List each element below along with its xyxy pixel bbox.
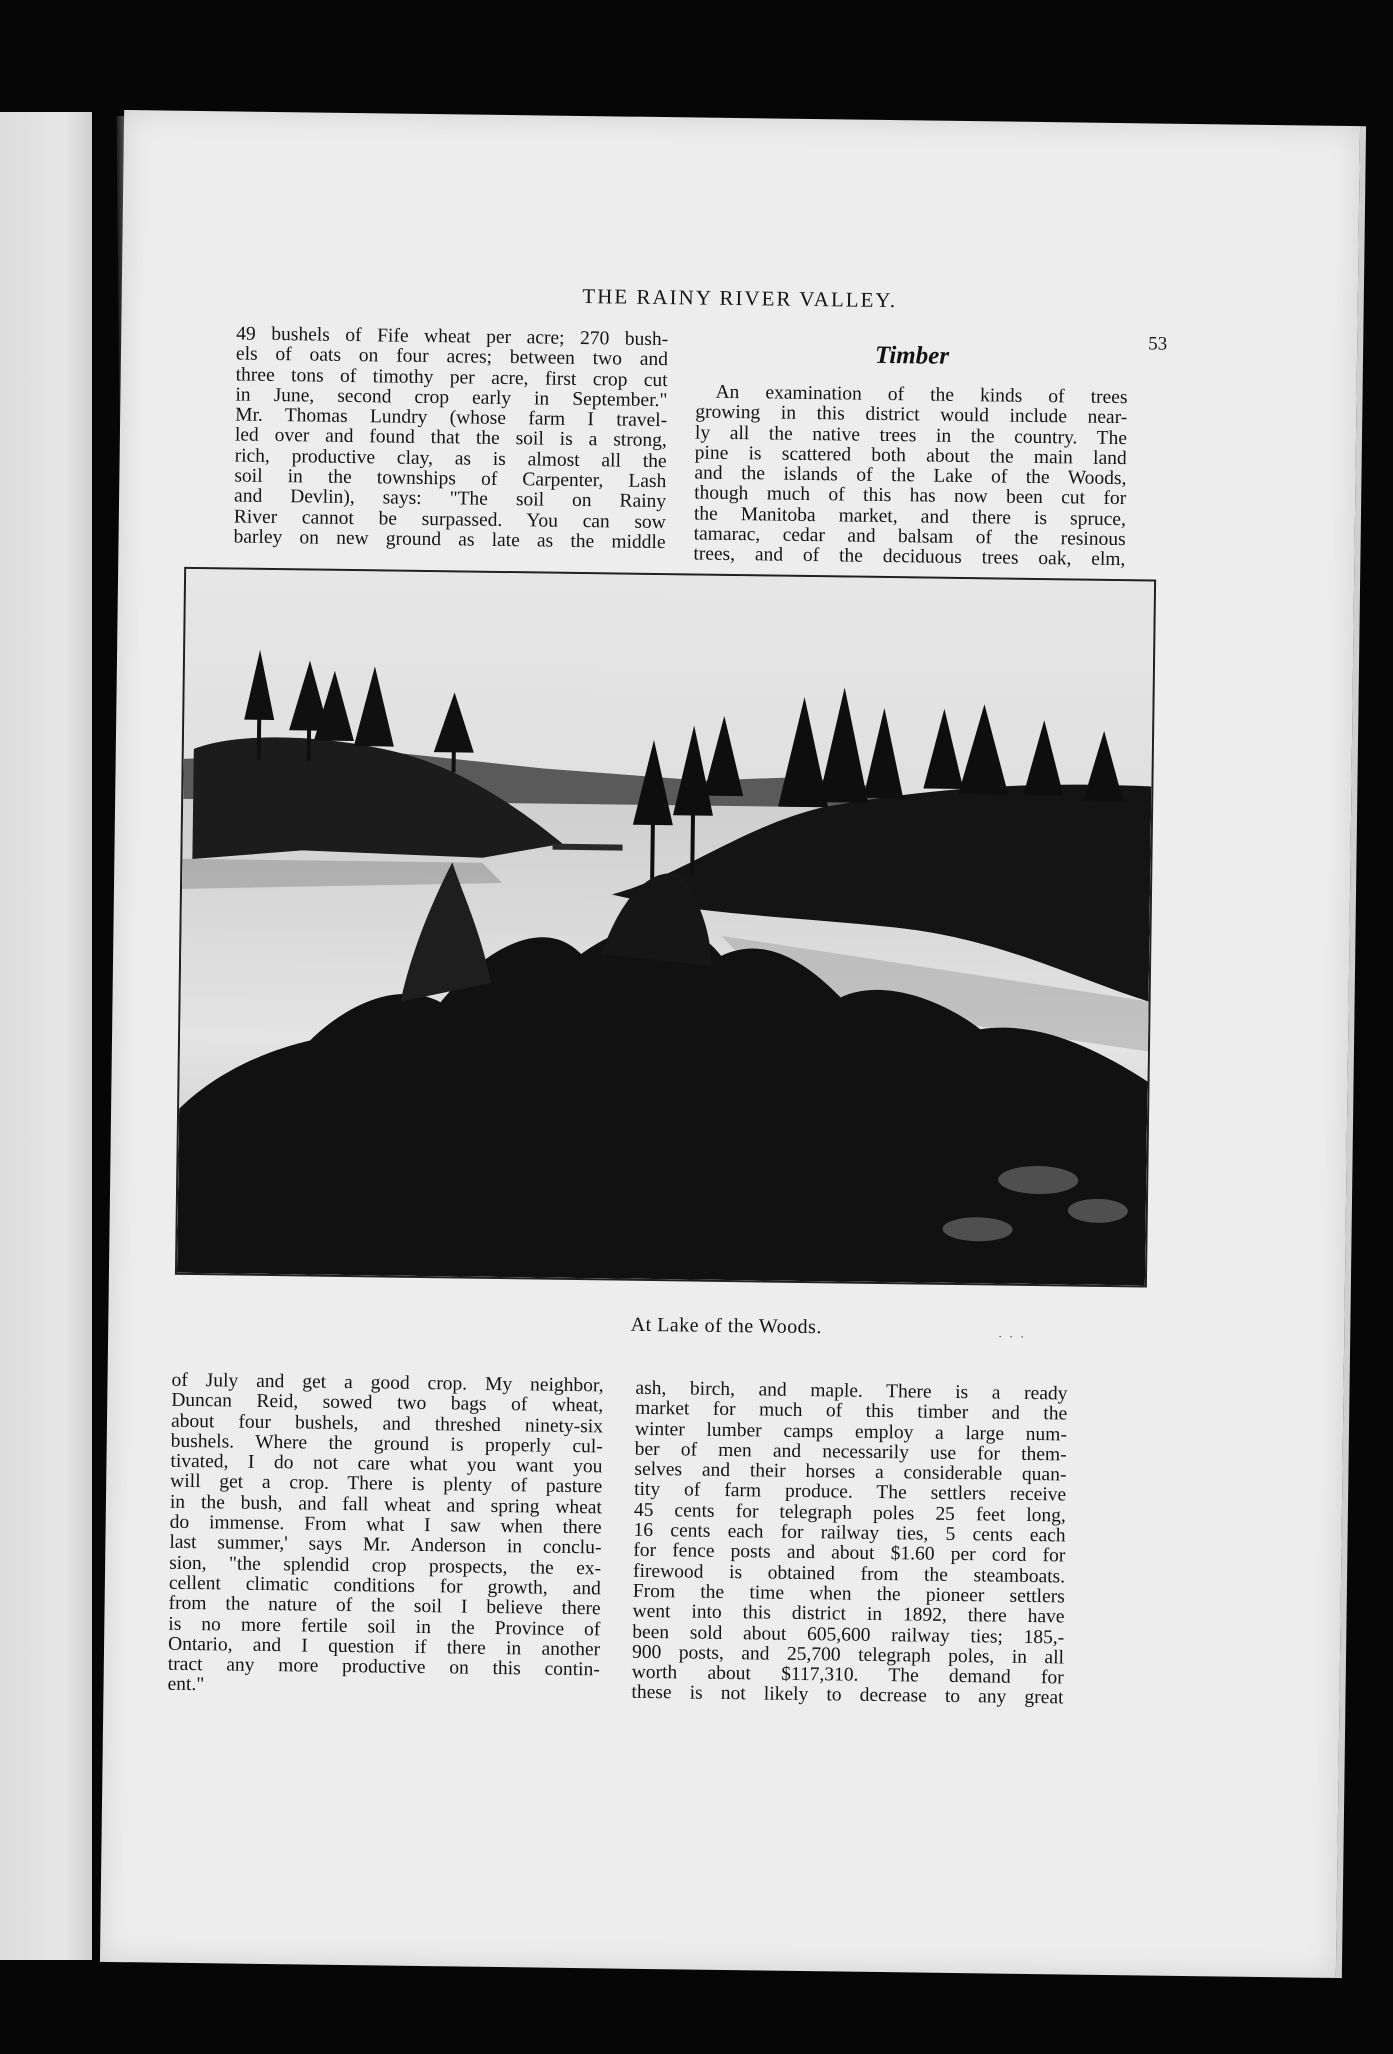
text-line: 45 cents for telegraph poles 25 feet long, xyxy=(633,1499,1066,1527)
text-line: these is not likely to decrease to any great xyxy=(631,1682,1064,1709)
running-title: THE RAINY RIVER VALLEY. xyxy=(582,284,898,313)
text-line: selves and their horses a considerable quan- xyxy=(634,1458,1067,1486)
text-line: and the islands of the Lake of the Woods, xyxy=(694,462,1127,490)
text-line: soil in the townships of Carpenter, Lash xyxy=(234,465,667,493)
text-line: three tons of timothy per acre, first crop cut xyxy=(235,364,668,391)
print-speck-decoration: · · · xyxy=(998,1329,1027,1344)
text-line: though much of this has now been cut for xyxy=(694,482,1127,510)
text-line: for fence posts and about $1.60 per cord for xyxy=(633,1540,1066,1567)
text-line: growing in this district would include near- xyxy=(695,401,1128,429)
text-line: and Devlin), says: "The soil on Rainy xyxy=(233,485,667,513)
book-page xyxy=(100,110,1360,1978)
page-number: 53 xyxy=(1148,333,1168,355)
text-line: tamarac, cedar and balsam of the resinous xyxy=(693,523,1126,551)
text-line: led over and found that the soil is a strong, xyxy=(234,424,668,452)
facing-page-edge xyxy=(0,112,92,1960)
text-line: in the bush, and fall wheat and spring wheat xyxy=(169,1491,603,1519)
text-line: market for much of this timber and the xyxy=(635,1398,1068,1425)
text-line: ly all the native trees in the country. The xyxy=(694,422,1128,449)
text-line: firewood is obtained from the steamboats. xyxy=(632,1560,1066,1588)
text-line: of July and get a good crop. My neighbor, xyxy=(171,1369,604,1397)
text-line: Ontario, and I question if there in another xyxy=(167,1633,601,1661)
text-line: barley on new ground as late as the middle xyxy=(233,526,666,554)
text-line: last summer,' says Mr. Anderson in conclu- xyxy=(169,1532,602,1559)
text-line: from the nature of the soil I believe there xyxy=(168,1592,601,1620)
text-line: winter lumber camps employ a large num- xyxy=(634,1418,1068,1446)
text-line: the Manitoba market, and there is spruce, xyxy=(693,503,1127,530)
text-line: been sold about 605,600 railway ties; 185,- xyxy=(632,1621,1065,1648)
text-line: in June, second crop early in September." xyxy=(235,384,668,412)
text-line: tract any more productive on this contin- xyxy=(167,1653,600,1681)
text-line: pine is scattered both about the main land xyxy=(694,442,1127,470)
text-line: tity of farm produce. The settlers receive xyxy=(634,1479,1067,1506)
text-line: bushels. Where the ground is properly cul- xyxy=(170,1430,603,1458)
text-line: cellent climatic conditions for growth, and xyxy=(168,1572,601,1600)
text-line: 16 cents each for railway ties, 5 cents each xyxy=(633,1519,1066,1547)
text-line: 49 bushels of Fife wheat per acre; 270 bush- xyxy=(236,323,669,351)
text-line: Duncan Reid, sowed two bags of wheat, xyxy=(171,1390,604,1417)
text-line: tivated, I do not care what you want you xyxy=(170,1450,603,1478)
text-line: do immense. From what I saw when there xyxy=(169,1511,602,1539)
text-line: trees, and of the deciduous trees oak, elm, xyxy=(693,543,1126,571)
text-line: will get a crop. There is plenty of pasture xyxy=(170,1471,603,1498)
text-line: From the time when the pioneer settlers xyxy=(632,1580,1065,1608)
column-top-right xyxy=(693,382,1127,570)
text-line: about four bushels, and threshed ninety-six xyxy=(170,1410,604,1437)
text-line: went into this district in 1892, there have xyxy=(632,1601,1065,1628)
column-top-left xyxy=(233,324,668,553)
text-line: is no more fertile soil in the Province of xyxy=(168,1613,601,1640)
text-line: An examination of the kinds of trees xyxy=(715,381,1128,409)
text-line: 900 posts, and 25,700 telegraph poles, in all xyxy=(631,1641,1065,1669)
column-bottom-left xyxy=(167,1371,603,1701)
section-heading-timber: Timber xyxy=(874,341,950,370)
text-line: worth about $117,310. The demand for xyxy=(631,1661,1064,1689)
text-line: sion, "the splendid crop prospects, the ex- xyxy=(169,1552,602,1580)
text-line: Mr. Thomas Lundry (whose farm I travel- xyxy=(235,404,668,432)
text-line: ash, birch, and maple. There is a ready xyxy=(635,1377,1068,1405)
lake-photo-illustration xyxy=(177,569,1154,1286)
text-line: River cannot be surpassed. You can sow xyxy=(233,506,666,533)
text-line: ber of men and necessarily use for them- xyxy=(634,1438,1067,1466)
photo-caption: At Lake of the Woods. xyxy=(630,1313,823,1339)
page-edge-shadow xyxy=(1336,126,1366,1978)
text-line: els of oats on four acres; between two and xyxy=(235,343,669,371)
text-line: rich, productive clay, as is almost all the xyxy=(234,445,667,472)
column-bottom-right xyxy=(631,1379,1067,1709)
lake-photograph xyxy=(175,567,1156,1288)
text-line: ent." xyxy=(167,1674,205,1696)
